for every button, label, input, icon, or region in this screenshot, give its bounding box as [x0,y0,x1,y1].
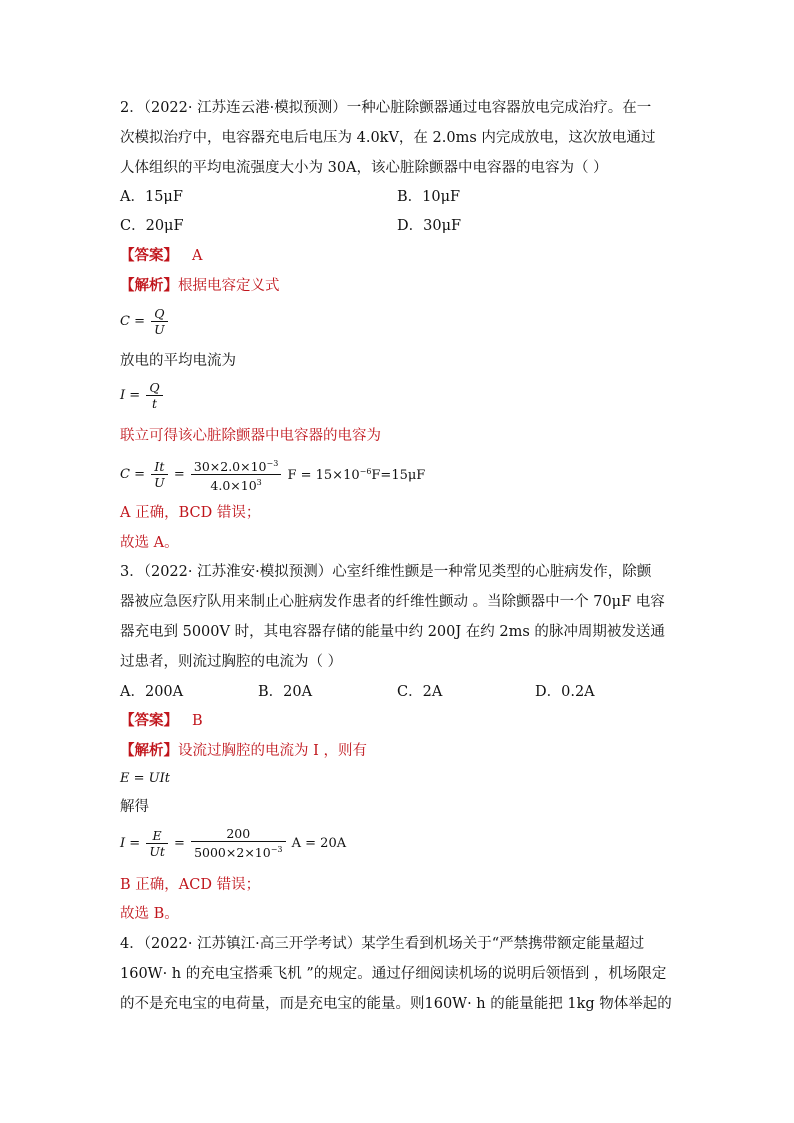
q3-text-solve: 解得 [120,799,149,815]
answer-tag: 【答案】 [120,247,178,264]
q2-option-b: B．10μF [397,189,461,205]
fraction: $\frac{E}{Ut}$ [146,828,168,859]
q2-stem-line-3: 人体组织的平均电流强度大小为 30A，该心脏除颤器中电容器的电容为（ ） [120,160,608,176]
q2-option-a: A．15μF [120,189,183,205]
q3-option-c: C．2A [397,684,443,700]
q3-analysis [120,741,367,761]
q3-formula-energy: E = UIt [120,771,170,786]
q2-option-d: D．30μF [397,218,462,234]
q2-stem-line-2: 次模拟治疗中，电容器充电后电压为 4.0kV，在 2.0ms 内完成放电，这次放电通过 [120,130,656,146]
q2-conclusion: A 正确，BCD 错误； [120,505,261,521]
analysis-tag: 【解析】 [120,277,178,294]
fraction: $\frac{30\times 2.0\times 10^{-3}}{4.0\times 10^3}$ [191,456,281,493]
fraction: $\frac{It}{U}$ [151,459,168,490]
fraction: $\frac{200}{5000\times 2\times 10^{-3}}$ [191,826,285,860]
q3-option-d: D．0.2A [535,684,595,700]
q3-stem-line-1: 3．（2022· 江苏淮安·模拟预测）心室纤维性颤是一种常见类型的心脏病发作，除颤 [120,564,652,580]
q3-choose: 故选 B。 [120,906,179,922]
answer-value: B [192,713,203,729]
answer-tag: 【答案】 [120,712,178,729]
q2-formula-current: I = $\frac{Q}{t}$ [120,380,165,411]
q2-formula-capacitance-definition: C = $\frac{Q}{U}$ [120,306,170,337]
q2-text-average-current: 放电的平均电流为 [120,353,236,369]
q3-stem-line-3: 器充电到 5000V 时，其电容器存储的能量中约 200J 在约 2ms 的脉冲周期被发送通 [120,624,665,640]
analysis-text: 根据电容定义式 [178,278,280,294]
q4-stem-line-1: 4．（2022· 江苏镇江·高三开学考试）某学生看到机场关于“严禁携带额定能量超过 [120,936,645,952]
answer-value: A [192,248,203,264]
q2-choose: 故选 A。 [120,535,179,551]
fraction: $\frac{Q}{U}$ [151,306,168,337]
fraction: $\frac{Q}{t}$ [146,380,162,411]
q4-stem-line-2: 160W· h 的充电宝搭乘飞机 ”的规定。通过仔细阅读机场的说明后领悟到 ，机场限定 [120,966,667,982]
analysis-tag: 【解析】 [120,742,178,759]
q2-analysis [120,276,280,296]
q3-answer [120,711,203,731]
q3-stem-line-4: 过患者，则流过胸腔的电流为（ ） [120,654,343,670]
q2-text-combine: 联立可得该心脏除颤器中电容器的电容为 [120,428,381,444]
q3-formula-result: I = $\frac{E}{Ut}$ = $\frac{200}{5000\times 2\times 10^{-3}}$ A = 20A [120,826,347,860]
q3-stem-line-2: 器被应急医疗队用来制止心脏病发作患者的纤维性颤动 。当除颤器中一个 70μF 电容 [120,594,665,610]
q2-answer [120,246,202,266]
analysis-text: 设流过胸腔的电流为 I ，则有 [178,743,367,759]
q3-option-a: A．200A [120,684,184,700]
q2-option-c: C．20μF [120,218,184,234]
q3-conclusion: B 正确，ACD 错误； [120,877,261,893]
q2-stem-line-1: 2．（2022· 江苏连云港·模拟预测）一种心脏除颤器通过电容器放电完成治疗。在一 [120,100,652,116]
q3-option-b: B．20A [258,684,313,700]
q2-formula-result: C = $\frac{It}{U}$ = $\frac{30\times 2.0\times 10^{-3}}{4.0\times 10^3}$ $F = 15\times 10^{-6}F=15\mu F$ [120,456,425,493]
q4-stem-line-3: 的不是充电宝的电荷量，而是充电宝的能量。则160W· h 的能量能把 1kg 物体举起的 [120,996,672,1012]
